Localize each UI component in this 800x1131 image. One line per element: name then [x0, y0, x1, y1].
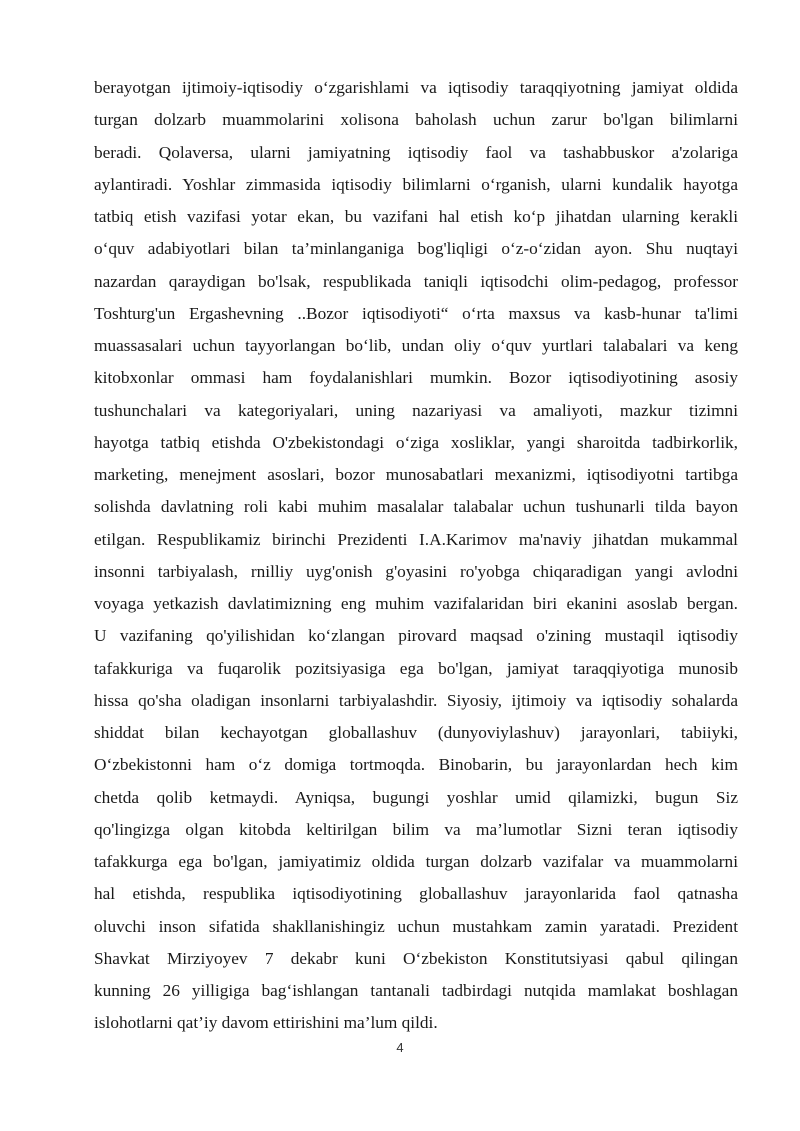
text-line: hal etishda, respublika iqtisodiyotining globallashuv jarayonlarida faol qatnasha — [94, 884, 738, 904]
text-line: O‘zbekistonni ham o‘z domiga tortmoqda. Binobarin, bu jarayonlardan hech kim — [94, 755, 738, 775]
body-text — [94, 72, 738, 1040]
text-line: muassasalari uchun tayyorlangan bo‘lib, undan oliy o‘quv yurtlari talabalari va keng — [94, 336, 738, 355]
text-line: Toshturg'un Ergashevning ..Bozor iqtisodiyoti“ o‘rta maxsus va kasb-hunar ta'limi — [94, 303, 738, 323]
text-line: tatbiq etish vazifasi yotar ekan, bu vazifani hal etish ko‘p jihatdan ularning kerakli — [94, 207, 738, 226]
text-line: marketing, menejment asoslari, bozor munosabatlari mexanizmi, iqtisodiyotni tartibga — [94, 465, 738, 484]
text-line: nazardan qaraydigan bo'lsak, respublikada taniqli iqtisodchi olim-pedagog, professor — [94, 271, 738, 291]
text-line: chetda qolib ketmaydi. Ayniqsa, bugungi yoshlar umid qilamizki, bugun Siz — [94, 787, 738, 807]
text-line: berayotgan ijtimoiy-iqtisodiy o‘zgarishlami va iqtisodiy taraqqiyotning jamiyat oldida — [94, 78, 738, 97]
text-line: tafakkurga ega bo'lgan, jamiyatimiz oldida turgan dolzarb vazifalar va muammolarni — [94, 852, 738, 871]
text-line: kunning 26 yilligiga bag‘ishlangan tantanali tadbirdagi nutqida mamlakat boshlagan — [94, 981, 738, 1000]
text-line-last: islohotlarni qat’iy davom ettirishini ma’lum qildi. — [94, 1013, 438, 1033]
text-line: voyaga yetkazish davlatimizning eng muhim vazifalaridan biri ekanini asoslab bergan. — [94, 594, 738, 613]
text-line: tushunchalari va kategoriyalari, uning nazariyasi va amaliyoti, mazkur tizimni — [94, 400, 738, 420]
text-line: turgan dolzarb muammolarini xolisona baholash uchun zarur bo'lgan bilimlarni — [94, 110, 738, 130]
text-line: o‘quv adabiyotlari bilan ta’minlanganiga bog'liqligi o‘z-o‘zidan ayon. Shu nuqtayi — [94, 239, 738, 259]
text-line: etilgan. Respublikamiz birinchi Prezidenti I.A.Karimov ma'naviy jihatdan mukammal — [94, 529, 738, 549]
text-line: oluvchi inson sifatida shakllanishingiz uchun mustahkam zamin yaratadi. Prezident — [94, 916, 738, 936]
text-line: U vazifaning qo'yilishidan ko‘zlangan pirovard maqsad o'zining mustaqil iqtisodiy — [94, 626, 738, 646]
text-line: solishda davlatning roli kabi muhim masalalar talabalar uchun tushunarli tilda bayon — [94, 497, 738, 517]
text-line: shiddat bilan kechayotgan globallashuv (dunyoviylashuv) jarayonlari, tabiiyki, — [94, 723, 738, 742]
text-line: tafakkuriga va fuqarolik pozitsiyasiga ega bo'lgan, jamiyat taraqqiyotiga munosib — [94, 658, 738, 678]
text-line: aylantiradi. Yoshlar zimmasida iqtisodiy bilimlarni o‘rganish, ularni kundalik hayotga — [94, 174, 738, 194]
text-line: Shavkat Mirziyoyev 7 dekabr kuni O‘zbekiston Konstitutsiyasi qabul qilingan — [94, 948, 738, 968]
page-number: 4 — [396, 1040, 404, 1055]
text-line: insonni tarbiyalash, rnilliy uyg'onish g'oyasini ro'yobga chiqaradigan yangi avlodni — [94, 561, 738, 581]
text-line: hissa qo'sha oladigan insonlarni tarbiyalashdir. Siyosiy, ijtimoiy va iqtisodiy sohalarda — [94, 690, 738, 710]
text-line: qo'lingizga olgan kitobda keltirilgan bilim va ma’lumotlar Sizni teran iqtisodiy — [94, 819, 738, 839]
text-line: kitobxonlar ommasi ham foydalanishlari mumkin. Bozor iqtisodiyotining asosiy — [94, 368, 738, 388]
text-line: beradi. Qolaversa, ularni jamiyatning iqtisodiy faol va tashabbuskor a'zolariga — [94, 142, 738, 162]
text-line: hayotga tatbiq etishda O'zbekistondagi o‘ziga xosliklar, yangi sharoitda tadbirkorlik, — [94, 432, 738, 452]
